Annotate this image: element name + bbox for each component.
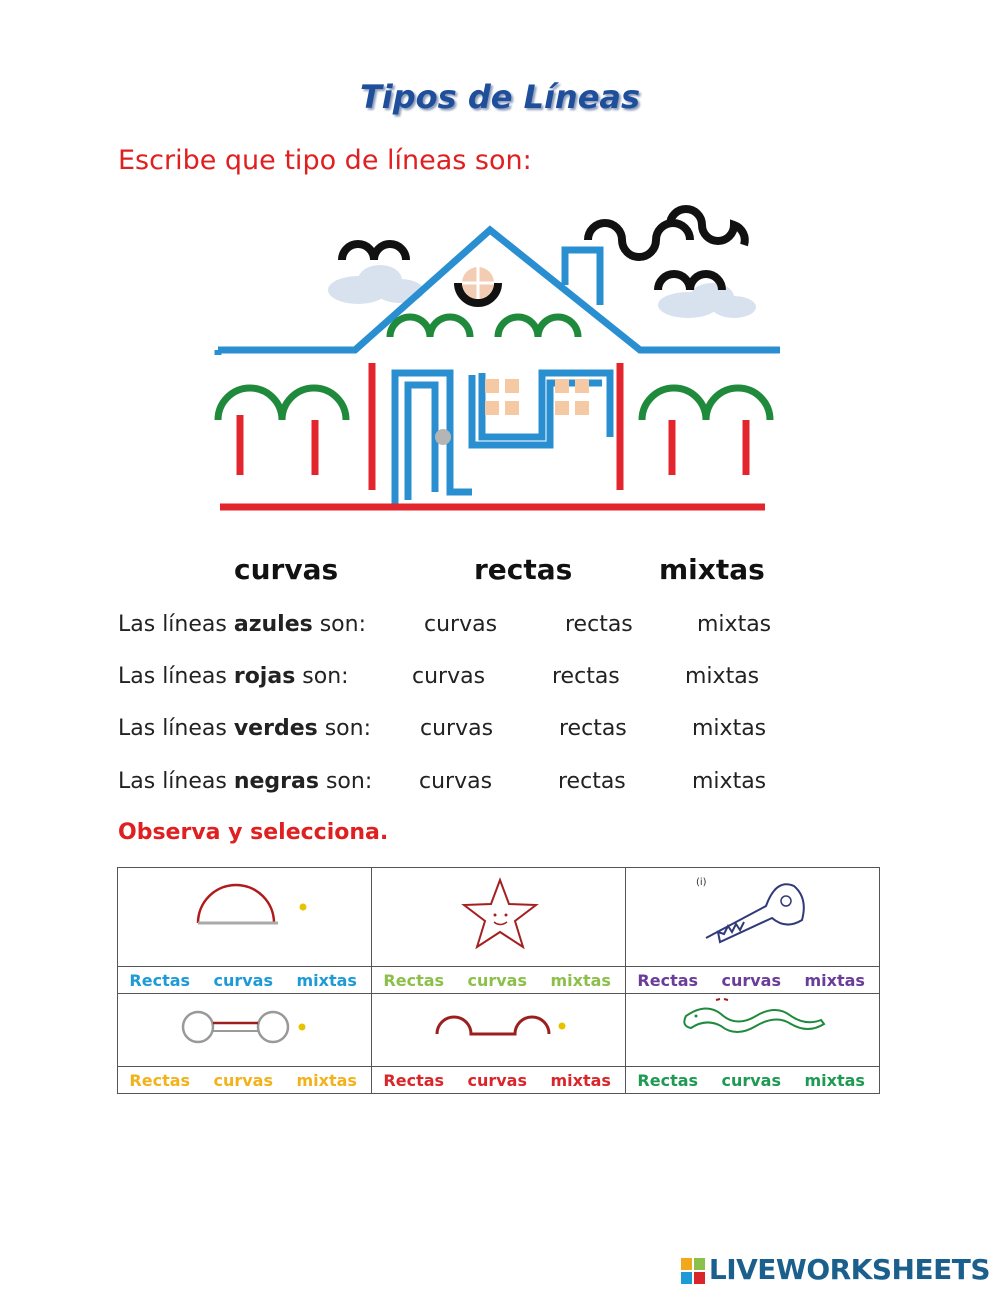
row-prefix: Las líneas [118,612,227,637]
figure-cell-key [626,868,880,967]
figure-cell-dumbbell [118,994,372,1067]
option-4-mixtas[interactable]: mixtas [296,1070,357,1090]
option-negras-curvas[interactable]: curvas [419,769,493,794]
row-suffix: son: [319,612,366,637]
row-color-word: azules [233,612,313,637]
option-rojas-mixtas[interactable]: mixtas [685,664,760,689]
option-negras-mixtas[interactable]: mixtas [692,769,767,794]
option-negras-rectas[interactable]: rectas [558,769,626,794]
instruction-observe-select: Observa y selecciona. [118,820,389,845]
header-rectas: rectas [474,553,573,586]
row-color-word: rojas [233,664,296,689]
liveworksheets-logo-icon [681,1258,705,1284]
instruction-write-line-types: Escribe que tipo de líneas son: [118,145,532,176]
question-row-rojas [118,664,349,689]
row-suffix: son: [325,769,373,794]
snake-figure [626,994,879,1062]
option-4-curvas[interactable]: curvas [213,1070,273,1090]
option-rojas-rectas[interactable]: rectas [552,664,620,689]
option-azules-curvas[interactable]: curvas [424,612,498,637]
option-5-mixtas[interactable]: mixtas [550,1070,611,1090]
options-cell-6 [626,1067,880,1094]
brand-text: LIVEWORKSHEETS [708,1253,990,1286]
question-row-negras [118,769,372,794]
semicircle-figure [118,868,371,962]
options-cell-5 [372,1067,626,1094]
option-2-rectas[interactable]: Rectas [383,970,445,990]
options-cell-2 [372,967,626,994]
star-figure [372,868,625,962]
question-row-azules [118,612,366,637]
option-5-curvas[interactable]: curvas [467,1070,527,1090]
option-6-curvas[interactable]: curvas [721,1070,781,1090]
option-verdes-rectas[interactable]: rectas [559,716,627,741]
row-prefix: Las líneas [118,769,227,794]
brand-logo[interactable] [681,1253,990,1286]
row-suffix: son: [324,716,371,741]
option-3-mixtas[interactable]: mixtas [804,970,865,990]
option-6-mixtas[interactable]: mixtas [804,1070,865,1090]
arcs-figure [372,994,625,1062]
header-curvas: curvas [234,553,339,586]
figure-cell-semicircle [118,868,372,967]
options-cell-4 [118,1067,372,1094]
row-prefix: Las líneas [118,716,227,741]
header-mixtas: mixtas [659,553,765,586]
row-suffix: son: [302,664,349,689]
option-1-curvas[interactable]: curvas [213,970,273,990]
figure-cell-snake [626,994,880,1067]
figure-cell-arcs [372,994,626,1067]
cloud-right [658,283,756,318]
option-6-rectas[interactable]: Rectas [637,1070,699,1090]
option-verdes-mixtas[interactable]: mixtas [692,716,767,741]
option-azules-mixtas[interactable]: mixtas [697,612,772,637]
page-title: Tipos de Líneas [359,78,641,116]
house-lines-illustration [210,205,790,525]
figure-cell-star [372,868,626,967]
option-2-curvas[interactable]: curvas [467,970,527,990]
row-color-word: verdes [233,716,318,741]
door-knob [435,429,451,445]
row-prefix: Las líneas [118,664,227,689]
option-azules-rectas[interactable]: rectas [565,612,633,637]
dumbbell-figure [118,994,371,1062]
option-2-mixtas[interactable]: mixtas [550,970,611,990]
selection-grid [117,867,880,1094]
round-window [462,267,494,299]
options-cell-3 [626,967,880,994]
blue-lines [218,230,780,505]
key-label: (i) [696,877,707,888]
option-1-rectas[interactable]: Rectas [129,970,191,990]
option-5-rectas[interactable]: Rectas [383,1070,445,1090]
key-figure [626,868,879,962]
options-cell-1 [118,967,372,994]
option-3-curvas[interactable]: curvas [721,970,781,990]
option-4-rectas[interactable]: Rectas [129,1070,191,1090]
option-3-rectas[interactable]: Rectas [637,970,699,990]
option-1-mixtas[interactable]: mixtas [296,970,357,990]
row-color-word: negras [233,769,319,794]
option-rojas-curvas[interactable]: curvas [412,664,486,689]
option-verdes-curvas[interactable]: curvas [420,716,494,741]
question-row-verdes [118,716,371,741]
